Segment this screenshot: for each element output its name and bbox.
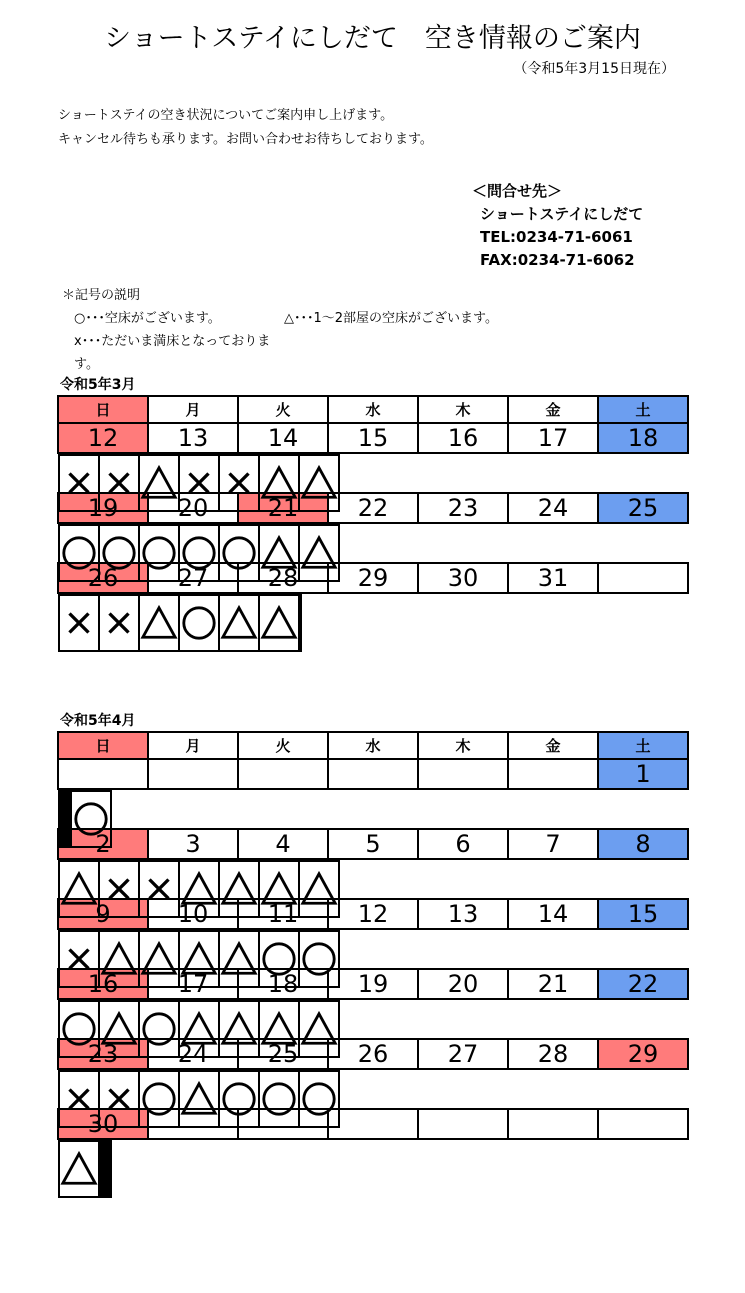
- date-cell: 3: [148, 829, 238, 859]
- status-cell: [139, 525, 179, 581]
- status-row: [58, 930, 96, 968]
- triangle-icon: [140, 940, 178, 978]
- date-cell: 2: [58, 829, 148, 859]
- date-row: [58, 759, 688, 789]
- date-cell: 12: [58, 423, 148, 453]
- date-cell: [328, 1109, 418, 1139]
- status-row: [58, 860, 96, 898]
- status-cell: [139, 1001, 179, 1057]
- legend-circle: ○･･･空床がございます。: [74, 311, 221, 326]
- status-cell: [219, 1071, 259, 1127]
- date-cell: [598, 563, 688, 593]
- date-cell: 28: [508, 1039, 598, 1069]
- contact-heading: ＜問合せ先＞: [472, 182, 563, 200]
- weekday-header: 木: [418, 732, 508, 759]
- date-cell: 17: [508, 423, 598, 453]
- weekday-header: 金: [508, 732, 598, 759]
- weekday-header: 土: [598, 396, 688, 423]
- status-row: [58, 1140, 96, 1178]
- triangle-icon: [260, 604, 298, 642]
- circle-icon: [140, 1080, 178, 1118]
- cross-icon: [100, 604, 138, 642]
- status-cell: [219, 525, 259, 581]
- calendar-label-march: 令和5年3月: [60, 377, 136, 393]
- status-cell: [219, 595, 259, 651]
- status-cell: [259, 595, 299, 651]
- contact-name: ショートステイにしだて: [480, 205, 644, 223]
- status-cell: [299, 1001, 339, 1057]
- triangle-icon: [180, 1080, 218, 1118]
- status-cell: [59, 595, 99, 651]
- circle-icon: [260, 1080, 298, 1118]
- weekday-header: 水: [328, 732, 418, 759]
- status-row: [58, 454, 96, 492]
- date-cell: 31: [508, 563, 598, 593]
- date-cell: [508, 759, 598, 789]
- date-cell: 21: [238, 493, 328, 523]
- date-cell: 25: [598, 493, 688, 523]
- status-cell: [59, 861, 99, 917]
- date-cell: 7: [508, 829, 598, 859]
- triangle-icon: [140, 464, 178, 502]
- calendar-label-april: 令和5年4月: [60, 713, 136, 729]
- status-cell: [219, 455, 259, 511]
- triangle-icon: [220, 870, 258, 908]
- weekday-header: 日: [58, 396, 148, 423]
- legend-cross: x･･･ただいま満床となっております。: [74, 334, 271, 372]
- weekday-header-row: [58, 732, 688, 759]
- intro-text: [58, 104, 433, 152]
- date-cell: [328, 759, 418, 789]
- date-cell: 22: [328, 493, 418, 523]
- triangle-icon: [140, 604, 178, 642]
- legend-triangle: △･･･1～2部屋の空床がございます。: [284, 311, 498, 326]
- status-cell: [179, 1071, 219, 1127]
- status-cell: [139, 861, 179, 917]
- page-title: ショートステイにしだて 空き情報のご案内: [104, 23, 641, 54]
- date-cell: 16: [418, 423, 508, 453]
- date-cell: 14: [508, 899, 598, 929]
- status-cell: [299, 861, 339, 917]
- date-cell: 22: [598, 969, 688, 999]
- weekday-header-row: [58, 396, 688, 423]
- date-cell: 8: [598, 829, 688, 859]
- intro-line-2: キャンセル待ちも承ります。お問い合わせお待ちしております。: [58, 132, 433, 147]
- status-cell: [299, 525, 339, 581]
- weekday-header: 火: [238, 732, 328, 759]
- date-cell: 26: [328, 1039, 418, 1069]
- weekday-header: 木: [418, 396, 508, 423]
- status-cell: [259, 1071, 299, 1127]
- circle-icon: [300, 940, 338, 978]
- status-cell: [299, 1071, 339, 1127]
- date-cell: [598, 1109, 688, 1139]
- status-cell: [219, 1001, 259, 1057]
- cross-icon: [140, 870, 178, 908]
- status-row: [58, 594, 96, 632]
- date-cell: 17: [148, 969, 238, 999]
- date-cell: 16: [58, 969, 148, 999]
- date-cell: 13: [148, 423, 238, 453]
- status-cell: [219, 931, 259, 987]
- date-cell: 30: [418, 563, 508, 593]
- calendar-april: [57, 731, 689, 1178]
- triangle-icon: [220, 940, 258, 978]
- intro-line-1: ショートステイの空き状況についてご案内申し上げます。: [58, 108, 394, 123]
- date-cell: 15: [328, 423, 418, 453]
- status-cell: [299, 455, 339, 511]
- status-row: [58, 1000, 96, 1038]
- date-cell: 24: [508, 493, 598, 523]
- contact-fax: FAX:0234-71-6062: [480, 251, 635, 269]
- date-cell: 12: [328, 899, 418, 929]
- triangle-icon: [60, 870, 98, 908]
- date-cell: 29: [598, 1039, 688, 1069]
- triangle-icon: [300, 534, 338, 572]
- date-cell: 28: [238, 563, 328, 593]
- triangle-icon: [60, 1150, 98, 1188]
- status-row: [58, 524, 96, 562]
- circle-icon: [140, 534, 178, 572]
- status-row: [58, 790, 96, 828]
- date-cell: 13: [418, 899, 508, 929]
- circle-icon: [180, 604, 218, 642]
- date-cell: 14: [238, 423, 328, 453]
- date-cell: 30: [58, 1109, 148, 1139]
- date-cell: 23: [58, 1039, 148, 1069]
- circle-icon: [140, 1010, 178, 1048]
- weekday-header: 火: [238, 396, 328, 423]
- weekday-header: 月: [148, 396, 238, 423]
- status-cell: [299, 931, 339, 987]
- triangle-icon: [220, 604, 258, 642]
- date-cell: 20: [148, 493, 238, 523]
- status-cell: [219, 861, 259, 917]
- date-cell: [58, 759, 148, 789]
- date-cell: 6: [418, 829, 508, 859]
- status-cell: [139, 931, 179, 987]
- date-cell: 29: [328, 563, 418, 593]
- date-cell: [508, 1109, 598, 1139]
- circle-icon: [300, 1080, 338, 1118]
- date-cell: 18: [238, 969, 328, 999]
- date-cell: [418, 1109, 508, 1139]
- date-row: [58, 829, 688, 859]
- date-cell: 4: [238, 829, 328, 859]
- date-cell: 24: [148, 1039, 238, 1069]
- as-of-date: （令和5年3月15日現在）: [513, 61, 675, 77]
- cross-icon: [220, 464, 258, 502]
- weekday-header: 水: [328, 396, 418, 423]
- weekday-header: 月: [148, 732, 238, 759]
- status-cell: [179, 595, 219, 651]
- weekday-header: 土: [598, 732, 688, 759]
- date-cell: 26: [58, 563, 148, 593]
- status-cell: [139, 595, 179, 651]
- status-cell: [109, 1141, 111, 1197]
- date-cell: 15: [598, 899, 688, 929]
- contact-block: [472, 180, 643, 272]
- date-cell: 23: [418, 493, 508, 523]
- calendar-march: [57, 395, 689, 632]
- legend: [62, 284, 498, 376]
- weekday-header: 日: [58, 732, 148, 759]
- date-cell: 10: [148, 899, 238, 929]
- date-cell: 1: [598, 759, 688, 789]
- status-cell: [139, 455, 179, 511]
- triangle-icon: [300, 1010, 338, 1048]
- status-row: [58, 1070, 96, 1108]
- date-row: [58, 423, 688, 453]
- contact-tel: TEL:0234-71-6061: [480, 228, 633, 246]
- legend-title: ＊記号の説明: [62, 288, 141, 303]
- date-cell: 11: [238, 899, 328, 929]
- status-cell: [59, 1141, 99, 1197]
- cross-icon: [60, 604, 98, 642]
- circle-icon: [220, 1080, 258, 1118]
- date-cell: [418, 759, 508, 789]
- status-cell: [139, 1071, 179, 1127]
- date-cell: 20: [418, 969, 508, 999]
- triangle-icon: [220, 1010, 258, 1048]
- date-cell: 5: [328, 829, 418, 859]
- triangle-icon: [300, 464, 338, 502]
- status-cell: [299, 595, 301, 651]
- date-cell: [238, 759, 328, 789]
- date-cell: 25: [238, 1039, 328, 1069]
- date-cell: 27: [148, 563, 238, 593]
- weekday-header: 金: [508, 396, 598, 423]
- date-cell: 9: [58, 899, 148, 929]
- triangle-icon: [300, 870, 338, 908]
- circle-icon: [220, 534, 258, 572]
- date-cell: [148, 759, 238, 789]
- date-cell: 19: [328, 969, 418, 999]
- date-cell: 19: [58, 493, 148, 523]
- date-cell: 21: [508, 969, 598, 999]
- status-cell: [99, 595, 139, 651]
- date-cell: 18: [598, 423, 688, 453]
- date-cell: 27: [418, 1039, 508, 1069]
